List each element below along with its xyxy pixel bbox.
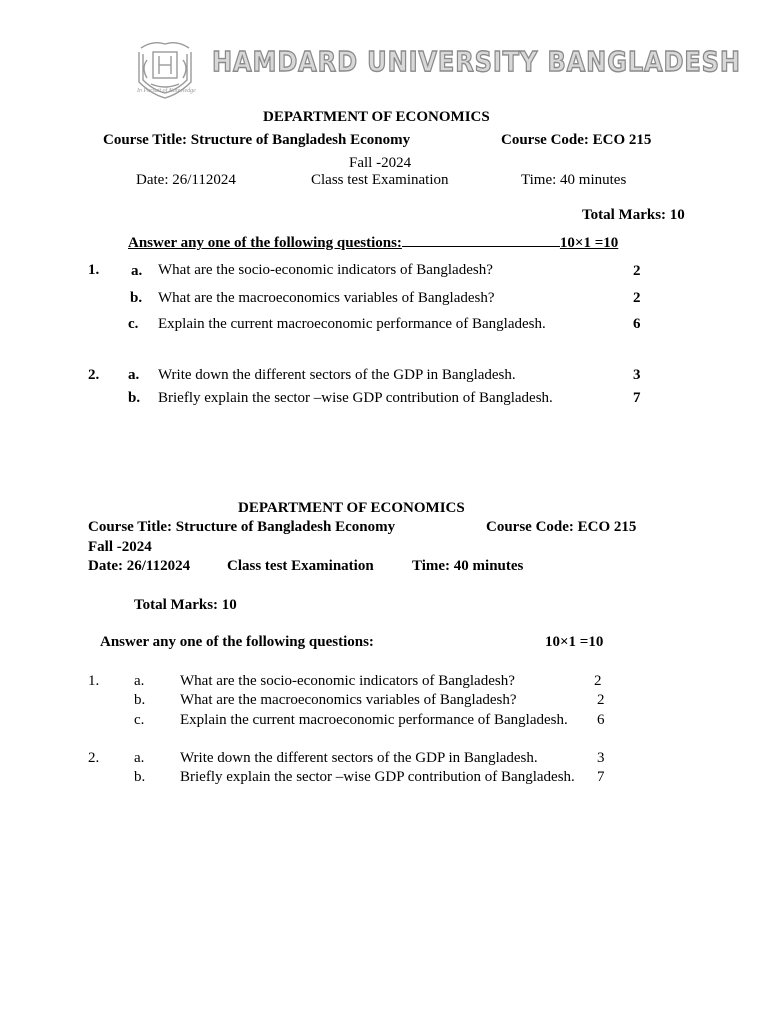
course-code: Course Code: ECO 215 [486,519,637,535]
department-title: DEPARTMENT OF ECONOMICS [238,500,465,516]
instruction-marks: 10×1 =10 [559,235,619,251]
question-number: 2. [88,750,100,766]
part-text: What are the socio-economic indicators of Bangladesh? [180,673,515,689]
part-marks: 3 [597,750,605,766]
part-label: c. [134,712,145,728]
part-text: Explain the current macroeconomic performance of Bangladesh. [180,712,568,728]
part-text: Explain the current macroeconomic performance of Bangladesh. [158,316,546,332]
department-title: DEPARTMENT OF ECONOMICS [263,109,490,125]
part-marks: 6 [597,712,605,728]
semester: Fall -2024 [88,539,152,555]
part-marks: 3 [633,367,641,383]
question-number: 1. [88,262,100,278]
course-title: Course Title: Structure of Bangladesh Economy [103,132,411,148]
part-text: What are the macroeconomics variables of Bangladesh? [180,692,517,708]
part-marks: 2 [633,263,641,279]
part-marks: 7 [597,769,605,785]
part-label: b. [134,692,146,708]
part-text: Write down the different sectors of the GDP in Bangladesh. [180,750,538,766]
exam-time: Time: 40 minutes [412,558,524,574]
part-text: Briefly explain the sector –wise GDP contribution of Bangladesh. [180,769,575,785]
part-text: What are the socio-economic indicators of Bangladesh? [158,262,493,278]
part-label: a. [128,367,140,383]
instruction-underline [402,234,560,247]
course-title: Course Title: Structure of Bangladesh Economy [88,519,396,535]
part-label: a. [131,263,143,279]
part-marks: 7 [633,390,641,406]
question-number: 1. [88,673,100,689]
part-marks: 2 [594,673,602,689]
total-marks: Total Marks: 10 [582,207,685,223]
part-text: Briefly explain the sector –wise GDP contribution of Bangladesh. [158,390,553,406]
part-marks: 2 [597,692,605,708]
part-marks: 6 [633,316,641,332]
course-code: Course Code: ECO 215 [501,132,652,148]
part-label: b. [130,290,143,306]
part-marks: 2 [633,290,641,306]
part-text: Write down the different sectors of the GDP in Bangladesh. [158,367,516,383]
part-label: b. [128,390,141,406]
question-number: 2. [88,367,100,383]
instruction-marks: 10×1 =10 [545,634,604,650]
logo-caption: In Pursuit of Knowledge [137,88,196,94]
part-label: b. [134,769,146,785]
instruction-text: Answer any one of the following questions: [128,235,402,251]
semester: Fall -2024 [349,155,412,171]
instruction-line [128,234,618,251]
university-name: HAMDARD UNIVERSITY BANGLADESH [212,45,741,78]
total-marks: Total Marks: 10 [134,597,237,613]
part-label: a. [134,750,145,766]
exam-type: Class test Examination [227,558,374,574]
part-label: a. [134,673,145,689]
exam-date: Date: 26/112024 [88,558,191,574]
part-text: What are the macroeconomics variables of Bangladesh? [158,290,495,306]
exam-time: Time: 40 minutes [521,172,627,188]
part-label: c. [128,316,139,332]
exam-date: Date: 26/112024 [136,172,236,188]
instruction-text: Answer any one of the following questions: [100,634,374,650]
exam-type: Class test Examination [311,172,449,188]
